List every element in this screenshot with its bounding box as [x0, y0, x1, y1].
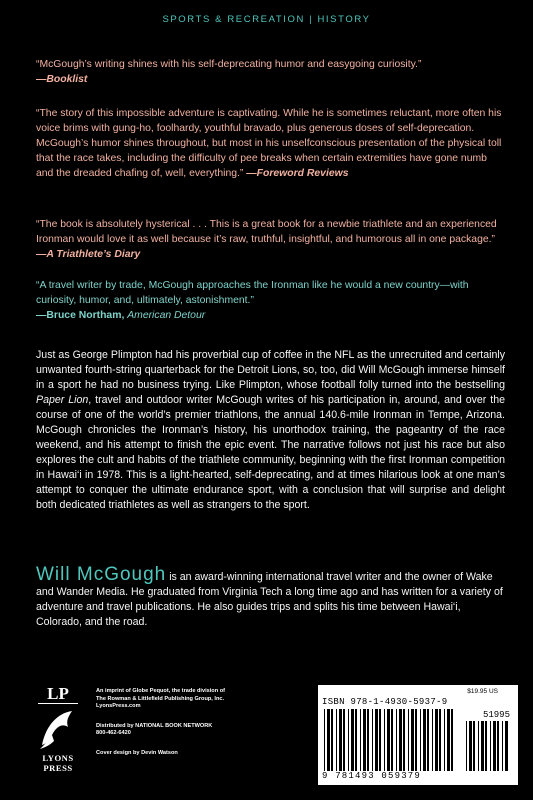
publisher-info — [96, 688, 296, 758]
barcode-bar — [384, 709, 385, 771]
quote-attribution: —Booklist — [36, 74, 88, 85]
imprint-line: The Rowman & Littlefield Publishing Group, Inc. — [96, 695, 225, 702]
barcode-addon — [466, 721, 508, 771]
barcode-bar — [363, 709, 366, 771]
barcode-bar — [427, 709, 429, 771]
barcode-bar — [505, 721, 508, 771]
logo-name: LYONS PRESS — [42, 753, 74, 773]
barcode-bar — [469, 721, 472, 771]
barcode-bar — [411, 709, 414, 771]
barcode-bar — [339, 709, 342, 771]
barcode-bar — [360, 709, 361, 771]
distributor-line: Distributed by NATIONAL BOOK NETWORK — [96, 722, 213, 729]
lyons-press-logo — [38, 685, 78, 781]
author-bio — [36, 564, 506, 630]
quote-foreword-reviews — [36, 106, 506, 181]
barcode-bar — [372, 709, 373, 771]
isbn-label: ISBN 978-1-4930-5937-9 — [322, 697, 448, 707]
barcode-bar — [343, 709, 345, 771]
quote-attribution: —Foreword Reviews — [243, 168, 349, 179]
cover-design-credit: Cover design by Devin Watson — [96, 749, 178, 756]
barcode-bar — [502, 721, 503, 771]
barcode-bar — [336, 709, 337, 771]
publisher-phone: 800-462-6420 — [96, 730, 131, 737]
imprint-line: An imprint of Globe Pequot, the trade division of — [96, 688, 225, 694]
barcode-bar — [396, 709, 397, 771]
barcode-bar — [435, 709, 438, 771]
barcode-bar — [367, 709, 369, 771]
barcode-bar — [355, 709, 357, 771]
barcode-bar — [444, 709, 445, 771]
barcode-bar — [478, 721, 479, 771]
barcode-bar — [403, 709, 405, 771]
barcode-bar — [473, 721, 475, 771]
barcode-bar — [331, 709, 333, 771]
barcode-bar — [415, 709, 417, 771]
barcode-bar — [451, 709, 453, 771]
quote-text: “McGough’s writing shines with his self-deprecating humor and easygoing curiosity.” — [36, 59, 422, 70]
quote-text: “A travel writer by trade, McGough approaches the Ironman like he would a new country—with curiosity, humor, and, ultimately, astonishment.” — [36, 280, 469, 306]
book-title-paper-lion: Paper Lion — [36, 394, 89, 406]
barcode-bar — [379, 709, 381, 771]
barcode-main — [324, 709, 454, 771]
barcode-bar — [439, 709, 441, 771]
barcode-bar — [408, 709, 409, 771]
barcode-bar — [391, 709, 393, 771]
logo-letters: LP — [38, 685, 78, 704]
price-label: $19.95 US — [467, 688, 498, 695]
barcode-bar — [447, 709, 450, 771]
quote-attribution: —A Triathlete’s Diary — [36, 249, 141, 260]
quote-text: “The book is absolutely hysterical . . . This is a great book for a newbie triathlete and an experienced Ironman would love it as well because it’s raw, truthful, insightful, and humorous all in one package.” — [36, 219, 497, 245]
addon-number: 51995 — [482, 710, 510, 720]
author-bio-text: is an award-winning international travel writer and the owner of Wake and Wander Media. He graduated from Virginia Tech a long time ago and has written for a variety of adventure and travel publications. He also guides trips and splits his time between Hawai‘i, Colorado, and the road. — [36, 571, 503, 628]
barcode-bar — [348, 709, 349, 771]
category-label: SPORTS & RECREATION | HISTORY — [162, 14, 371, 25]
barcode-bar — [327, 709, 330, 771]
barcode-bar — [423, 709, 426, 771]
barcode-bar — [324, 709, 325, 771]
dolphin-icon — [38, 705, 78, 751]
quote-triathletes-diary — [36, 217, 506, 262]
barcode-bar — [466, 721, 467, 771]
book-description: Just as George Plimpton had his proverbial cup of coffee in the NFL as the unrecruited and certainly unwanted fourth-string quarterback for the Detroit Lions, so, too, did Will McGough immerse himself in a sport he had no business trying. Like Plimpton, whose football folly turned into the bestselling Paper Lion, travel and outdoor writer McGough writes of his participation in, around, and over the course of one of the world’s premier triathlons, the annual 140.6-mile Ironman in Tempe, Arizona. McGough chronicles the Ironman’s history, his unorthodox training, the pageantry of the race weekend, and his attempt to finish the epic event. The narrative follows not just his race but also explores the cult and habits of the triathlete community, beginning with the first Ironman competition in Hawai‘i in 1978. This is a light-hearted, self-deprecating, and at times hilarious look at one man’s attempt to conquer the ultimate endurance sport, with a conclusion that will surprise and delight both dedicated triathletes as well as strangers to the sport. — [36, 349, 505, 511]
publisher-url: LyonsPress.com — [96, 703, 141, 710]
barcode-bar — [351, 709, 354, 771]
quote-attribution: —Bruce Northam, American Detour — [36, 310, 206, 321]
barcode-bar — [432, 709, 433, 771]
barcode-bar — [375, 709, 378, 771]
barcode-bar — [485, 721, 487, 771]
quote-text: “The story of this impossible adventure is captivating. While he is sometimes reluctant, more often his voice brims with gung-ho, foolhardy, youthful bravado, plus generous doses of self-deprecation. McGough’s humor shines throughout, but most in his unselfconscious presentation of the physical toll that the race takes, including the difficulty of pee breaks when certain extremities have gone numb and the dreaded chafing of, well, everything.” — [36, 108, 502, 179]
barcode-bar — [387, 709, 390, 771]
quote-booklist — [36, 57, 506, 87]
author-name: Will McGough — [36, 564, 167, 585]
barcode-bar — [497, 721, 499, 771]
barcode-box — [318, 685, 518, 785]
barcode-bar — [490, 721, 491, 771]
barcode-bar — [481, 721, 484, 771]
ean-number: 9 781493 059379 — [322, 771, 422, 781]
barcode-bar — [493, 721, 496, 771]
barcode-bar — [420, 709, 421, 771]
barcode-bar — [399, 709, 402, 771]
quote-bruce-northam — [36, 278, 506, 323]
